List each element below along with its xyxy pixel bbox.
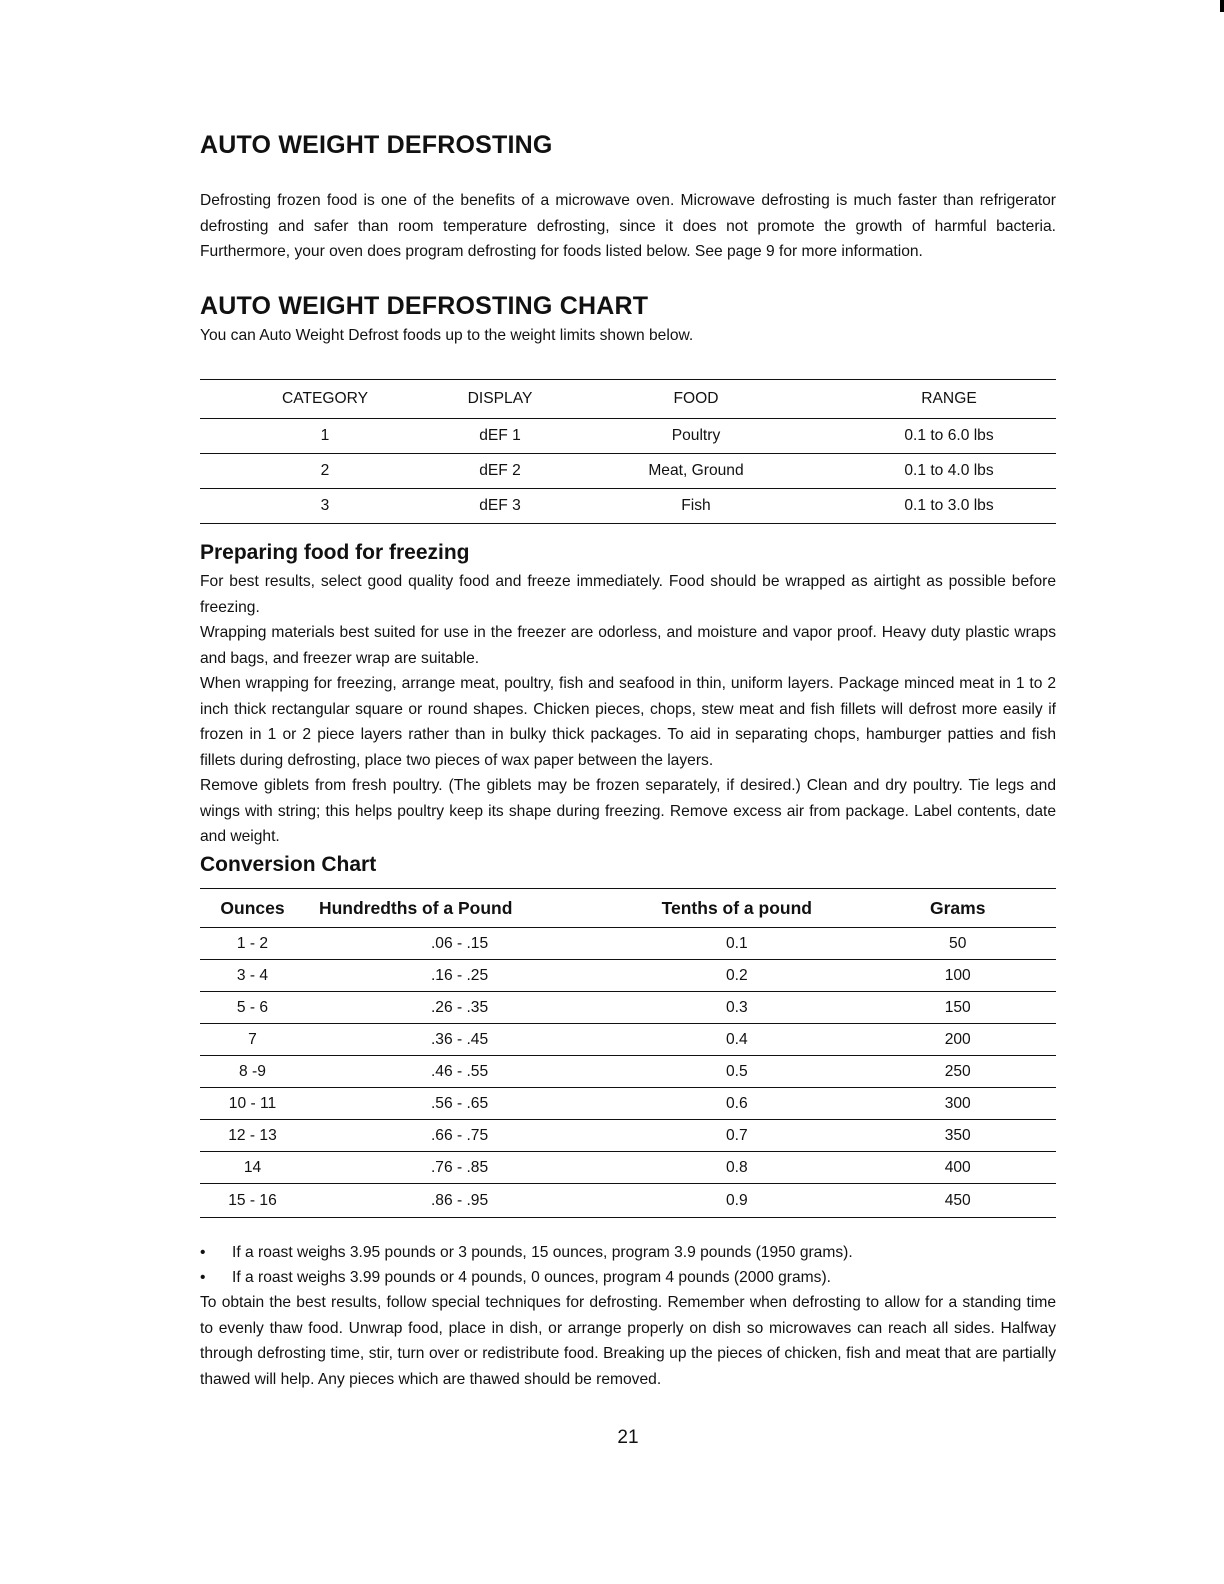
list-item <box>200 1240 1056 1265</box>
bullet-icon: • <box>200 1244 206 1261</box>
table-row <box>200 992 1056 1024</box>
tenths-cell: 0.8 <box>614 1152 859 1184</box>
header-display: DISPLAY <box>450 380 550 419</box>
grams-cell: 50 <box>859 928 1056 960</box>
table-row <box>200 1024 1056 1056</box>
hundredths-cell: .16 - .25 <box>305 960 614 992</box>
note-text: If a roast weighs 3.99 pounds or 4 pounds, 0 ounces, program 4 pounds (2000 grams). <box>232 1269 831 1286</box>
table-row <box>200 419 1056 454</box>
conversion-heading: Conversion Chart <box>200 853 377 876</box>
grams-cell: 200 <box>859 1024 1056 1056</box>
chart-lead-text: You can Auto Weight Defrost foods up to the weight limits shown below. <box>200 327 694 344</box>
auto-defrost-chart <box>200 379 1056 524</box>
food-cell: Meat, Ground <box>550 454 842 489</box>
ounces-cell: 10 - 11 <box>200 1088 305 1120</box>
tenths-cell: 0.7 <box>614 1120 859 1152</box>
hundredths-cell: .56 - .65 <box>305 1088 614 1120</box>
food-cell: Poultry <box>550 419 842 454</box>
header-hundredths: Hundredths of a Pound <box>305 889 614 928</box>
ounces-cell: 3 - 4 <box>200 960 305 992</box>
conversion-body <box>200 928 1056 1218</box>
grams-cell: 250 <box>859 1056 1056 1088</box>
bullet-icon: • <box>200 1269 206 1286</box>
grams-cell: 450 <box>859 1184 1056 1218</box>
grams-cell: 150 <box>859 992 1056 1024</box>
category-cell: 2 <box>200 454 450 489</box>
page-title: AUTO WEIGHT DEFROSTING <box>200 131 553 159</box>
tenths-cell: 0.3 <box>614 992 859 1024</box>
preparing-paragraph-2: Wrapping materials best suited for use in the freezer are odorless, and moisture and vapor proof. Heavy duty plastic wraps and bags, and freezer wrap are suitable. <box>200 624 1056 667</box>
tenths-cell: 0.4 <box>614 1024 859 1056</box>
preparing-paragraph-4: Remove giblets from fresh poultry. (The giblets may be frozen separately, if desired.) Clean and dry poultry. Tie legs and wings with string; this helps poultry keep its shape during freezing. Remove excess air from package. Label contents, date and weight. <box>200 777 1056 845</box>
ounces-cell: 14 <box>200 1152 305 1184</box>
preparing-paragraph-1: For best results, select good quality food and freeze immediately. Food should be wrapped as airtight as possible before freezing. <box>200 573 1056 616</box>
range-cell: 0.1 to 4.0 lbs <box>842 454 1056 489</box>
ounces-cell: 7 <box>200 1024 305 1056</box>
range-cell: 0.1 to 6.0 lbs <box>842 419 1056 454</box>
hundredths-cell: .46 - .55 <box>305 1056 614 1088</box>
header-ounces: Ounces <box>200 889 305 928</box>
tenths-cell: 0.2 <box>614 960 859 992</box>
grams-cell: 300 <box>859 1088 1056 1120</box>
header-tenths: Tenths of a pound <box>614 889 859 928</box>
header-food: FOOD <box>550 380 842 419</box>
grams-cell: 400 <box>859 1152 1056 1184</box>
intro-paragraph: Defrosting frozen food is one of the benefits of a microwave oven. Microwave defrosting is much faster than refrigerator defrosting and safer than room temperature defrosting, since it does not promote the growth of harmful bacteria. Furthermore, your oven does program defrosting for foods listed below. See page 9 for more information. <box>200 192 1056 260</box>
ounces-cell: 5 - 6 <box>200 992 305 1024</box>
food-cell: Fish <box>550 489 842 524</box>
hundredths-cell: .76 - .85 <box>305 1152 614 1184</box>
closing-paragraph: To obtain the best results, follow special techniques for defrosting. Remember when defrosting to allow for a standing time to evenly thaw food. Unwrap food, place in dish, or arrange properly on dish so microwaves can reach all sides. Halfway through defrosting time, stir, turn over or redistribute food. Breaking up the pieces of chicken, fish and meat that are partially thawed will help. Any pieces which are thawed should be removed. <box>200 1294 1056 1388</box>
table-row <box>200 1056 1056 1088</box>
roast-notes-list <box>200 1240 1056 1290</box>
preparing-paragraph-3: When wrapping for freezing, arrange meat, poultry, fish and seafood in thin, uniform layers. Package minced meat in 1 to 2 inch thick rectangular square or round shapes. Chicken pieces, chops, stew meat and fish fillets will defrost more easily if frozen in 1 or 2 piece layers rather than in bulky thick packages. To aid in separating chops, hamburger patties and fish fillets during defrosting, place two pieces of wax paper between the layers. <box>200 675 1056 769</box>
tenths-cell: 0.1 <box>614 928 859 960</box>
list-item <box>200 1265 1056 1290</box>
ounces-cell: 8 -9 <box>200 1056 305 1088</box>
table-row <box>200 928 1056 960</box>
ounces-cell: 1 - 2 <box>200 928 305 960</box>
header-category: CATEGORY <box>200 380 450 419</box>
category-cell: 1 <box>200 419 450 454</box>
header-range: RANGE <box>842 380 1056 419</box>
conversion-chart <box>200 888 1056 1218</box>
table-row <box>200 1088 1056 1120</box>
table-row <box>200 454 1056 489</box>
grams-cell: 350 <box>859 1120 1056 1152</box>
defrost-chart-header-row <box>200 380 1056 419</box>
chart-title: AUTO WEIGHT DEFROSTING CHART <box>200 292 649 320</box>
preparing-heading: Preparing food for freezing <box>200 541 470 564</box>
range-cell: 0.1 to 3.0 lbs <box>842 489 1056 524</box>
table-row <box>200 1152 1056 1184</box>
hundredths-cell: .66 - .75 <box>305 1120 614 1152</box>
header-grams: Grams <box>859 889 1056 928</box>
table-row <box>200 1120 1056 1152</box>
hundredths-cell: .86 - .95 <box>305 1184 614 1218</box>
ounces-cell: 15 - 16 <box>200 1184 305 1218</box>
table-row <box>200 489 1056 524</box>
scan-edge-mark <box>1220 0 1224 12</box>
conversion-header-row <box>200 889 1056 928</box>
tenths-cell: 0.5 <box>614 1056 859 1088</box>
tenths-cell: 0.6 <box>614 1088 859 1120</box>
ounces-cell: 12 - 13 <box>200 1120 305 1152</box>
grams-cell: 100 <box>859 960 1056 992</box>
table-row <box>200 960 1056 992</box>
display-cell: dEF 3 <box>450 489 550 524</box>
hundredths-cell: .26 - .35 <box>305 992 614 1024</box>
tenths-cell: 0.9 <box>614 1184 859 1218</box>
category-cell: 3 <box>200 489 450 524</box>
table-row <box>200 1184 1056 1218</box>
display-cell: dEF 2 <box>450 454 550 489</box>
hundredths-cell: .36 - .45 <box>305 1024 614 1056</box>
page-number: 21 <box>617 1427 639 1448</box>
display-cell: dEF 1 <box>450 419 550 454</box>
hundredths-cell: .06 - .15 <box>305 928 614 960</box>
note-text: If a roast weighs 3.95 pounds or 3 pounds, 15 ounces, program 3.9 pounds (1950 grams). <box>232 1244 853 1261</box>
